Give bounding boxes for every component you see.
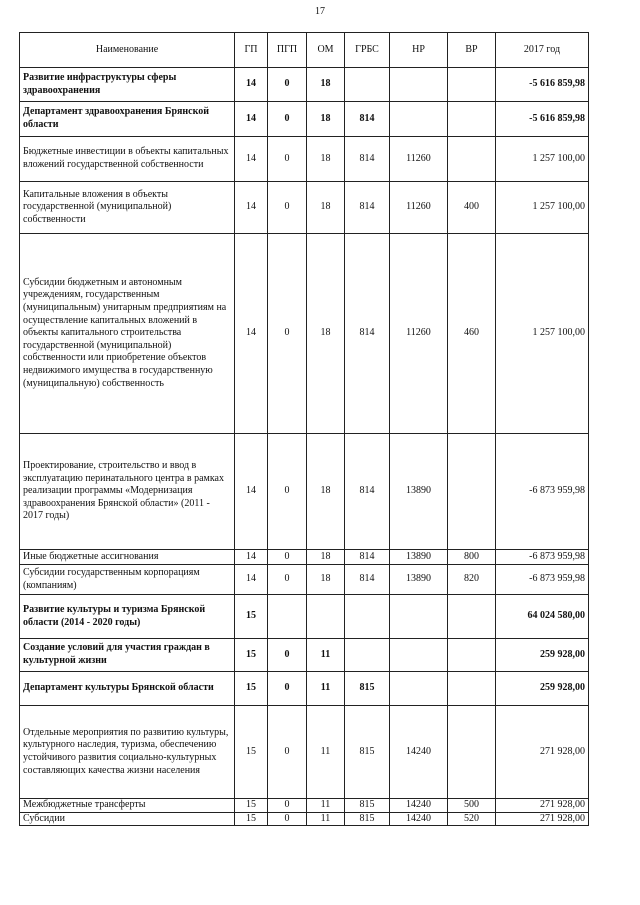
row-name-cell: Межбюджетные трансферты (20, 799, 235, 813)
page-number: 17 (315, 6, 325, 17)
row-pgp-cell: 0 (268, 550, 307, 565)
row-gp-cell: 15 (235, 799, 268, 813)
row-nr-cell (390, 595, 448, 639)
row-amount-cell: 1 257 100,00 (496, 234, 589, 434)
col-header-pgp: ПГП (268, 33, 307, 68)
row-vr-cell: 460 (448, 234, 496, 434)
row-gp-cell: 15 (235, 706, 268, 799)
row-om-cell: 11 (307, 639, 345, 672)
row-amount-cell: 271 928,00 (496, 812, 589, 826)
row-nr-cell: 14240 (390, 799, 448, 813)
row-pgp-cell (268, 595, 307, 639)
row-nr-cell: 11260 (390, 234, 448, 434)
row-vr-cell: 400 (448, 182, 496, 234)
table-row (20, 799, 589, 813)
row-gp-cell: 14 (235, 565, 268, 595)
row-om-cell (307, 595, 345, 639)
row-grbs-cell: 814 (345, 182, 390, 234)
row-pgp-cell: 0 (268, 672, 307, 706)
row-vr-cell (448, 68, 496, 102)
row-gp-cell: 14 (235, 102, 268, 137)
row-amount-cell: 259 928,00 (496, 672, 589, 706)
row-pgp-cell: 0 (268, 706, 307, 799)
row-om-cell: 18 (307, 550, 345, 565)
row-nr-cell (390, 102, 448, 137)
row-amount-cell: 271 928,00 (496, 706, 589, 799)
row-pgp-cell: 0 (268, 799, 307, 813)
row-om-cell: 18 (307, 565, 345, 595)
col-header-vr: ВР (448, 33, 496, 68)
row-om-cell: 18 (307, 182, 345, 234)
row-om-cell: 18 (307, 68, 345, 102)
row-name-cell: Департамент культуры Брянской области (20, 672, 235, 706)
table-header-row (20, 33, 589, 68)
row-gp-cell: 15 (235, 595, 268, 639)
row-amount-cell: -6 873 959,98 (496, 550, 589, 565)
row-amount-cell: -6 873 959,98 (496, 434, 589, 550)
row-om-cell: 18 (307, 137, 345, 182)
row-pgp-cell: 0 (268, 234, 307, 434)
row-pgp-cell: 0 (268, 182, 307, 234)
row-vr-cell: 800 (448, 550, 496, 565)
row-grbs-cell: 814 (345, 434, 390, 550)
col-header-gp: ГП (235, 33, 268, 68)
row-gp-cell: 14 (235, 182, 268, 234)
row-om-cell: 11 (307, 812, 345, 826)
row-grbs-cell: 815 (345, 706, 390, 799)
row-om-cell: 11 (307, 672, 345, 706)
row-nr-cell (390, 672, 448, 706)
row-nr-cell: 11260 (390, 137, 448, 182)
row-amount-cell: 64 024 580,00 (496, 595, 589, 639)
row-grbs-cell (345, 639, 390, 672)
row-name-cell: Иные бюджетные ассигнования (20, 550, 235, 565)
table-row (20, 182, 589, 234)
row-gp-cell: 14 (235, 434, 268, 550)
row-grbs-cell: 815 (345, 799, 390, 813)
row-name-cell: Отдельные мероприятия по развитию культуры, культурного наследия, туризма, обеспечению устойчивого развития социально-культурных составляющих качества жизни населения (20, 706, 235, 799)
row-vr-cell: 520 (448, 812, 496, 826)
row-om-cell: 18 (307, 234, 345, 434)
table-row (20, 812, 589, 826)
row-name-cell: Субсидии государственным корпорациям (компаниям) (20, 565, 235, 595)
row-pgp-cell: 0 (268, 68, 307, 102)
row-amount-cell: 259 928,00 (496, 639, 589, 672)
table-body (20, 68, 589, 826)
table-row (20, 434, 589, 550)
row-gp-cell: 14 (235, 550, 268, 565)
budget-table (19, 32, 589, 826)
row-name-cell: Департамент здравоохранения Брянской области (20, 102, 235, 137)
col-header-year: 2017 год (496, 33, 589, 68)
table-row (20, 68, 589, 102)
row-grbs-cell (345, 68, 390, 102)
row-pgp-cell: 0 (268, 565, 307, 595)
row-grbs-cell: 815 (345, 812, 390, 826)
row-nr-cell: 11260 (390, 182, 448, 234)
row-nr-cell: 14240 (390, 706, 448, 799)
row-nr-cell: 14240 (390, 812, 448, 826)
row-grbs-cell: 814 (345, 137, 390, 182)
row-vr-cell: 820 (448, 565, 496, 595)
row-pgp-cell: 0 (268, 434, 307, 550)
row-pgp-cell: 0 (268, 102, 307, 137)
row-amount-cell: -5 616 859,98 (496, 68, 589, 102)
row-nr-cell (390, 68, 448, 102)
table-row (20, 639, 589, 672)
row-pgp-cell: 0 (268, 137, 307, 182)
row-gp-cell: 15 (235, 639, 268, 672)
row-amount-cell: 1 257 100,00 (496, 137, 589, 182)
row-vr-cell (448, 706, 496, 799)
row-gp-cell: 15 (235, 812, 268, 826)
row-nr-cell: 13890 (390, 550, 448, 565)
row-name-cell: Субсидии (20, 812, 235, 826)
row-pgp-cell: 0 (268, 812, 307, 826)
row-gp-cell: 15 (235, 672, 268, 706)
row-gp-cell: 14 (235, 68, 268, 102)
row-name-cell: Развитие инфраструктуры сферы здравоохранения (20, 68, 235, 102)
table-row (20, 234, 589, 434)
row-vr-cell (448, 137, 496, 182)
row-nr-cell (390, 639, 448, 672)
row-name-cell: Создание условий для участия граждан в культурной жизни (20, 639, 235, 672)
row-grbs-cell: 814 (345, 102, 390, 137)
row-vr-cell: 500 (448, 799, 496, 813)
row-vr-cell (448, 672, 496, 706)
table-row (20, 706, 589, 799)
row-vr-cell (448, 639, 496, 672)
row-amount-cell: -6 873 959,98 (496, 565, 589, 595)
row-om-cell: 18 (307, 102, 345, 137)
row-om-cell: 11 (307, 706, 345, 799)
row-nr-cell: 13890 (390, 434, 448, 550)
table-row (20, 102, 589, 137)
row-gp-cell: 14 (235, 234, 268, 434)
row-grbs-cell: 814 (345, 565, 390, 595)
row-vr-cell (448, 434, 496, 550)
table-row (20, 672, 589, 706)
table-row (20, 550, 589, 565)
row-grbs-cell (345, 595, 390, 639)
row-name-cell: Развитие культуры и туризма Брянской области (2014 - 2020 годы) (20, 595, 235, 639)
row-pgp-cell: 0 (268, 639, 307, 672)
row-name-cell: Капитальные вложения в объекты государственной (муниципальной) собственности (20, 182, 235, 234)
row-amount-cell: -5 616 859,98 (496, 102, 589, 137)
row-amount-cell: 271 928,00 (496, 799, 589, 813)
row-grbs-cell: 814 (345, 234, 390, 434)
row-name-cell: Проектирование, строительство и ввод в эксплуатацию перинатального центра в рамках реализации программы «Модернизация здравоохранения Брянской области» (2011 - 2017 годы) (20, 434, 235, 550)
row-om-cell: 18 (307, 434, 345, 550)
table-row (20, 595, 589, 639)
row-vr-cell (448, 102, 496, 137)
row-om-cell: 11 (307, 799, 345, 813)
row-vr-cell (448, 595, 496, 639)
col-header-om: ОМ (307, 33, 345, 68)
col-header-nr: НР (390, 33, 448, 68)
row-nr-cell: 13890 (390, 565, 448, 595)
col-header-name: Наименование (20, 33, 235, 68)
row-amount-cell: 1 257 100,00 (496, 182, 589, 234)
row-name-cell: Бюджетные инвестиции в объекты капитальных вложений государственной собственности (20, 137, 235, 182)
col-header-grbs: ГРБС (345, 33, 390, 68)
row-grbs-cell: 815 (345, 672, 390, 706)
row-gp-cell: 14 (235, 137, 268, 182)
row-name-cell: Субсидии бюджетным и автономным учреждениям, государственным (муниципальным) унитарным предприятиям на осуществление капитальных вложений в объекты капитального строительства государственной (муниципальной) собственности или приобретение объектов недвижимого имущества в государственную (муниципальную) собственность (20, 234, 235, 434)
table-row (20, 565, 589, 595)
table-row (20, 137, 589, 182)
row-grbs-cell: 814 (345, 550, 390, 565)
